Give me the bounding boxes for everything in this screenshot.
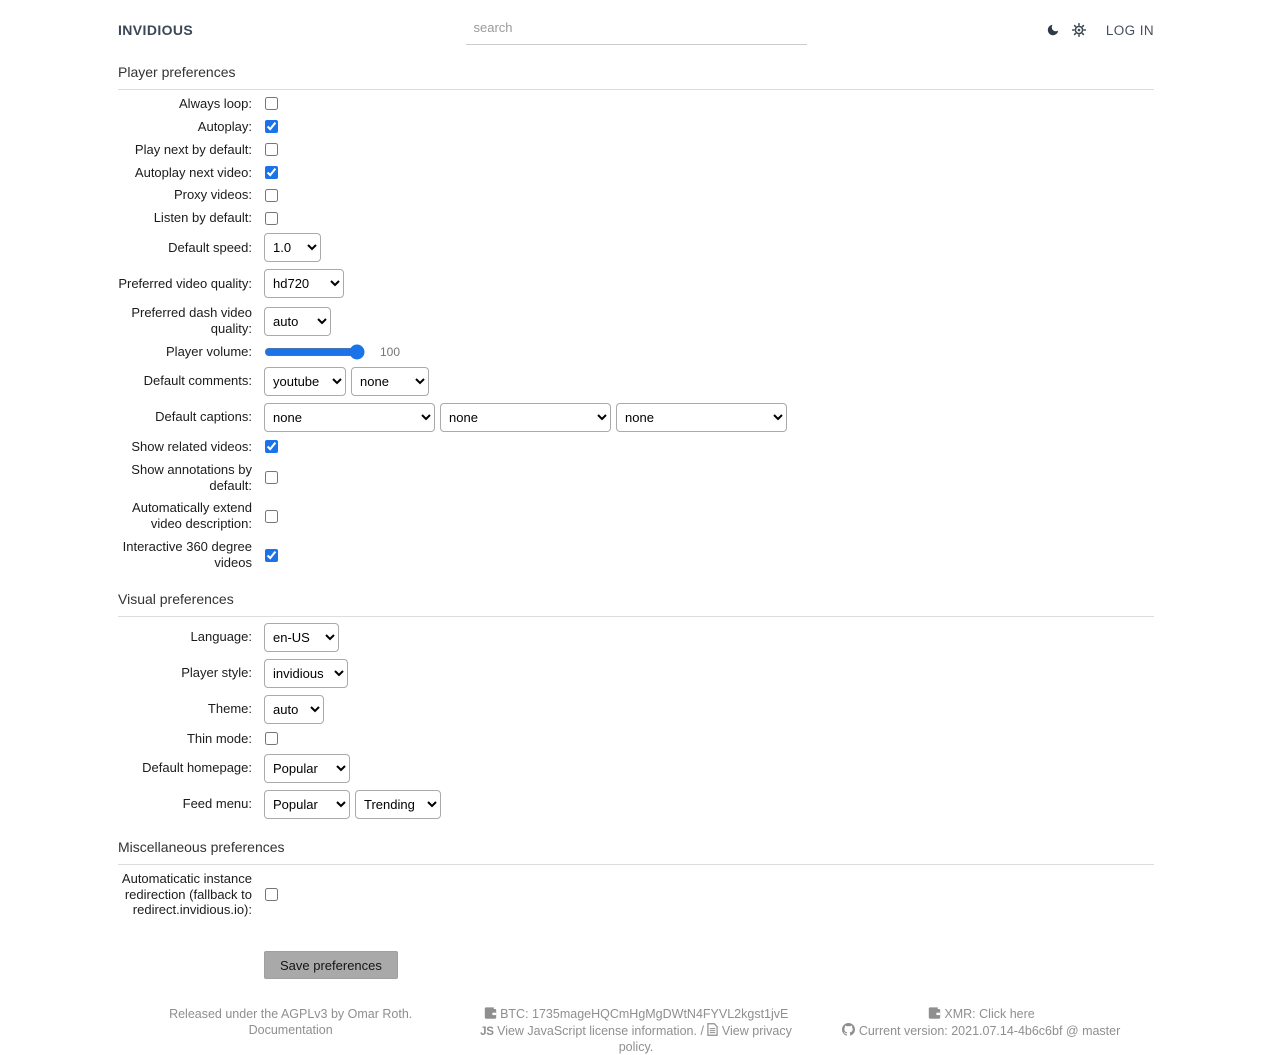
thin-mode-label: Thin mode:: [186, 730, 252, 746]
footer: [118, 1007, 1154, 1055]
pref-row-related-videos: [118, 439, 1154, 455]
pref-row-proxy-videos: [118, 187, 1154, 203]
captions-third-select[interactable]: [616, 403, 787, 432]
invidious-logo[interactable]: INVIDIOUS: [118, 22, 194, 38]
js-icon: JS: [480, 1025, 494, 1038]
player-volume-value: 100: [380, 344, 401, 359]
footer-right: [809, 1007, 1154, 1055]
documentation-link[interactable]: Documentation: [248, 1022, 333, 1037]
always-loop-checkbox[interactable]: [265, 97, 278, 110]
search-form: [466, 16, 807, 45]
play-next-label: Play next by default:: [134, 141, 252, 157]
proxy-videos-checkbox[interactable]: [265, 189, 278, 202]
pref-row-player-volume: [118, 344, 1154, 360]
github-icon: [842, 1023, 855, 1036]
autoplay-label: Autoplay:: [197, 118, 252, 134]
pref-row-interactive-360: [118, 539, 1154, 571]
play-next-checkbox[interactable]: [265, 143, 278, 156]
moon-icon[interactable]: [1046, 23, 1060, 37]
dash-quality-select[interactable]: [264, 307, 331, 336]
pref-row-video-quality: [118, 269, 1154, 298]
theme-label: Theme:: [207, 701, 252, 717]
search-input[interactable]: [466, 16, 807, 45]
thin-mode-checkbox[interactable]: [265, 732, 278, 745]
wallet-icon: [928, 1007, 941, 1019]
misc-preferences-title: Miscellaneous preferences: [118, 839, 1154, 865]
log-in-link[interactable]: LOG IN: [1105, 22, 1154, 38]
gear-icon[interactable]: [1072, 23, 1086, 37]
pref-row-player-style: [118, 659, 1154, 688]
captions-second-select[interactable]: [440, 403, 611, 432]
pref-row-thin-mode: [118, 731, 1154, 747]
homepage-label: Default homepage:: [142, 760, 252, 776]
pref-row-play-next: [118, 142, 1154, 158]
player-volume-slider[interactable]: [264, 344, 365, 360]
pref-row-theme: [118, 695, 1154, 724]
pref-row-language: [118, 623, 1154, 652]
visual-preferences-title: Visual preferences: [118, 591, 1154, 617]
extend-description-checkbox[interactable]: [265, 510, 278, 523]
player-style-select[interactable]: [264, 659, 348, 688]
pref-row-autoplay-next: [118, 165, 1154, 181]
pref-row-listen-default: [118, 210, 1154, 226]
related-videos-checkbox[interactable]: [265, 440, 278, 453]
comments-first-select[interactable]: [264, 367, 346, 396]
pref-row-default-speed: [118, 233, 1154, 262]
topbar-actions: [807, 23, 1155, 38]
pref-row-dash-quality: [118, 305, 1154, 337]
autoplay-checkbox[interactable]: [265, 120, 278, 133]
captions-first-select[interactable]: [264, 403, 435, 432]
dash-quality-label: Preferred dash video quality:: [131, 305, 252, 337]
comments-second-select[interactable]: [351, 367, 429, 396]
always-loop-label: Always loop:: [179, 96, 252, 111]
save-preferences-button[interactable]: Save preferences: [264, 951, 398, 979]
xmr-label: XMR:: [944, 1007, 976, 1022]
js-license-link[interactable]: View JavaScript license information.: [497, 1023, 697, 1038]
wallet-icon: [484, 1007, 497, 1019]
pref-row-autoplay: [118, 119, 1154, 135]
auto-redirect-checkbox[interactable]: [265, 888, 278, 901]
privacy-file-icon: [707, 1023, 718, 1036]
proxy-videos-label: Proxy videos:: [173, 187, 252, 203]
footer-separator: /: [700, 1023, 704, 1038]
pref-row-extend-description: [118, 500, 1154, 532]
interactive-360-checkbox[interactable]: [265, 549, 278, 562]
related-videos-label: Show related videos:: [131, 438, 252, 454]
video-quality-select[interactable]: [264, 269, 344, 298]
pref-row-default-captions: [118, 403, 1154, 432]
current-version-text: Current version: 2021.07.14-4b6c6bf @ master: [858, 1023, 1121, 1038]
autoplay-next-label: Autoplay next video:: [134, 164, 252, 180]
language-select[interactable]: [264, 623, 339, 652]
footer-left: [118, 1007, 463, 1055]
pref-row-annotations: [118, 462, 1154, 494]
theme-select[interactable]: [264, 695, 324, 724]
default-speed-select[interactable]: [264, 233, 321, 262]
xmr-click-here-link[interactable]: Click here: [979, 1007, 1035, 1022]
btc-address-text: BTC: 1735mageHQCmHgMgDWtN4FYVL2kgst1jvE: [500, 1007, 789, 1022]
video-quality-label: Preferred video quality:: [118, 275, 252, 291]
listen-default-label: Listen by default:: [153, 210, 252, 226]
annotations-checkbox[interactable]: [265, 471, 278, 484]
language-label: Language:: [190, 629, 252, 645]
feed-menu-label: Feed menu:: [182, 796, 252, 812]
player-volume-label: Player volume:: [166, 343, 252, 359]
footer-license-text: Released under the AGPLv3 by Omar Roth.: [169, 1007, 413, 1022]
extend-description-label: Automatically extend video description:: [132, 500, 252, 532]
feed-menu-second-select[interactable]: [355, 790, 441, 819]
default-captions-label: Default captions:: [155, 409, 252, 425]
pref-row-always-loop: [118, 96, 1154, 112]
feed-menu-first-select[interactable]: [264, 790, 350, 819]
pref-row-auto-redirect: [118, 871, 1154, 919]
listen-default-checkbox[interactable]: [265, 212, 278, 225]
pref-row-default-comments: [118, 367, 1154, 396]
default-comments-label: Default comments:: [143, 373, 252, 389]
default-speed-label: Default speed:: [168, 239, 252, 255]
homepage-select[interactable]: [264, 754, 350, 783]
interactive-360-label: Interactive 360 degree videos: [122, 539, 252, 571]
annotations-label: Show annotations by default:: [131, 461, 252, 493]
auto-redirect-label: Automaticatic instance redirection (fallback to redirect.invidious.io):: [121, 870, 252, 918]
player-preferences-title: Player preferences: [118, 64, 1154, 90]
pref-row-homepage: [118, 754, 1154, 783]
player-style-label: Player style:: [181, 665, 252, 681]
privacy-policy-link[interactable]: View privacy policy.: [618, 1023, 792, 1054]
footer-middle: [463, 1007, 808, 1055]
top-navigation-bar: [118, 0, 1154, 44]
pref-row-feed-menu: [118, 790, 1154, 819]
autoplay-next-checkbox[interactable]: [265, 166, 278, 179]
